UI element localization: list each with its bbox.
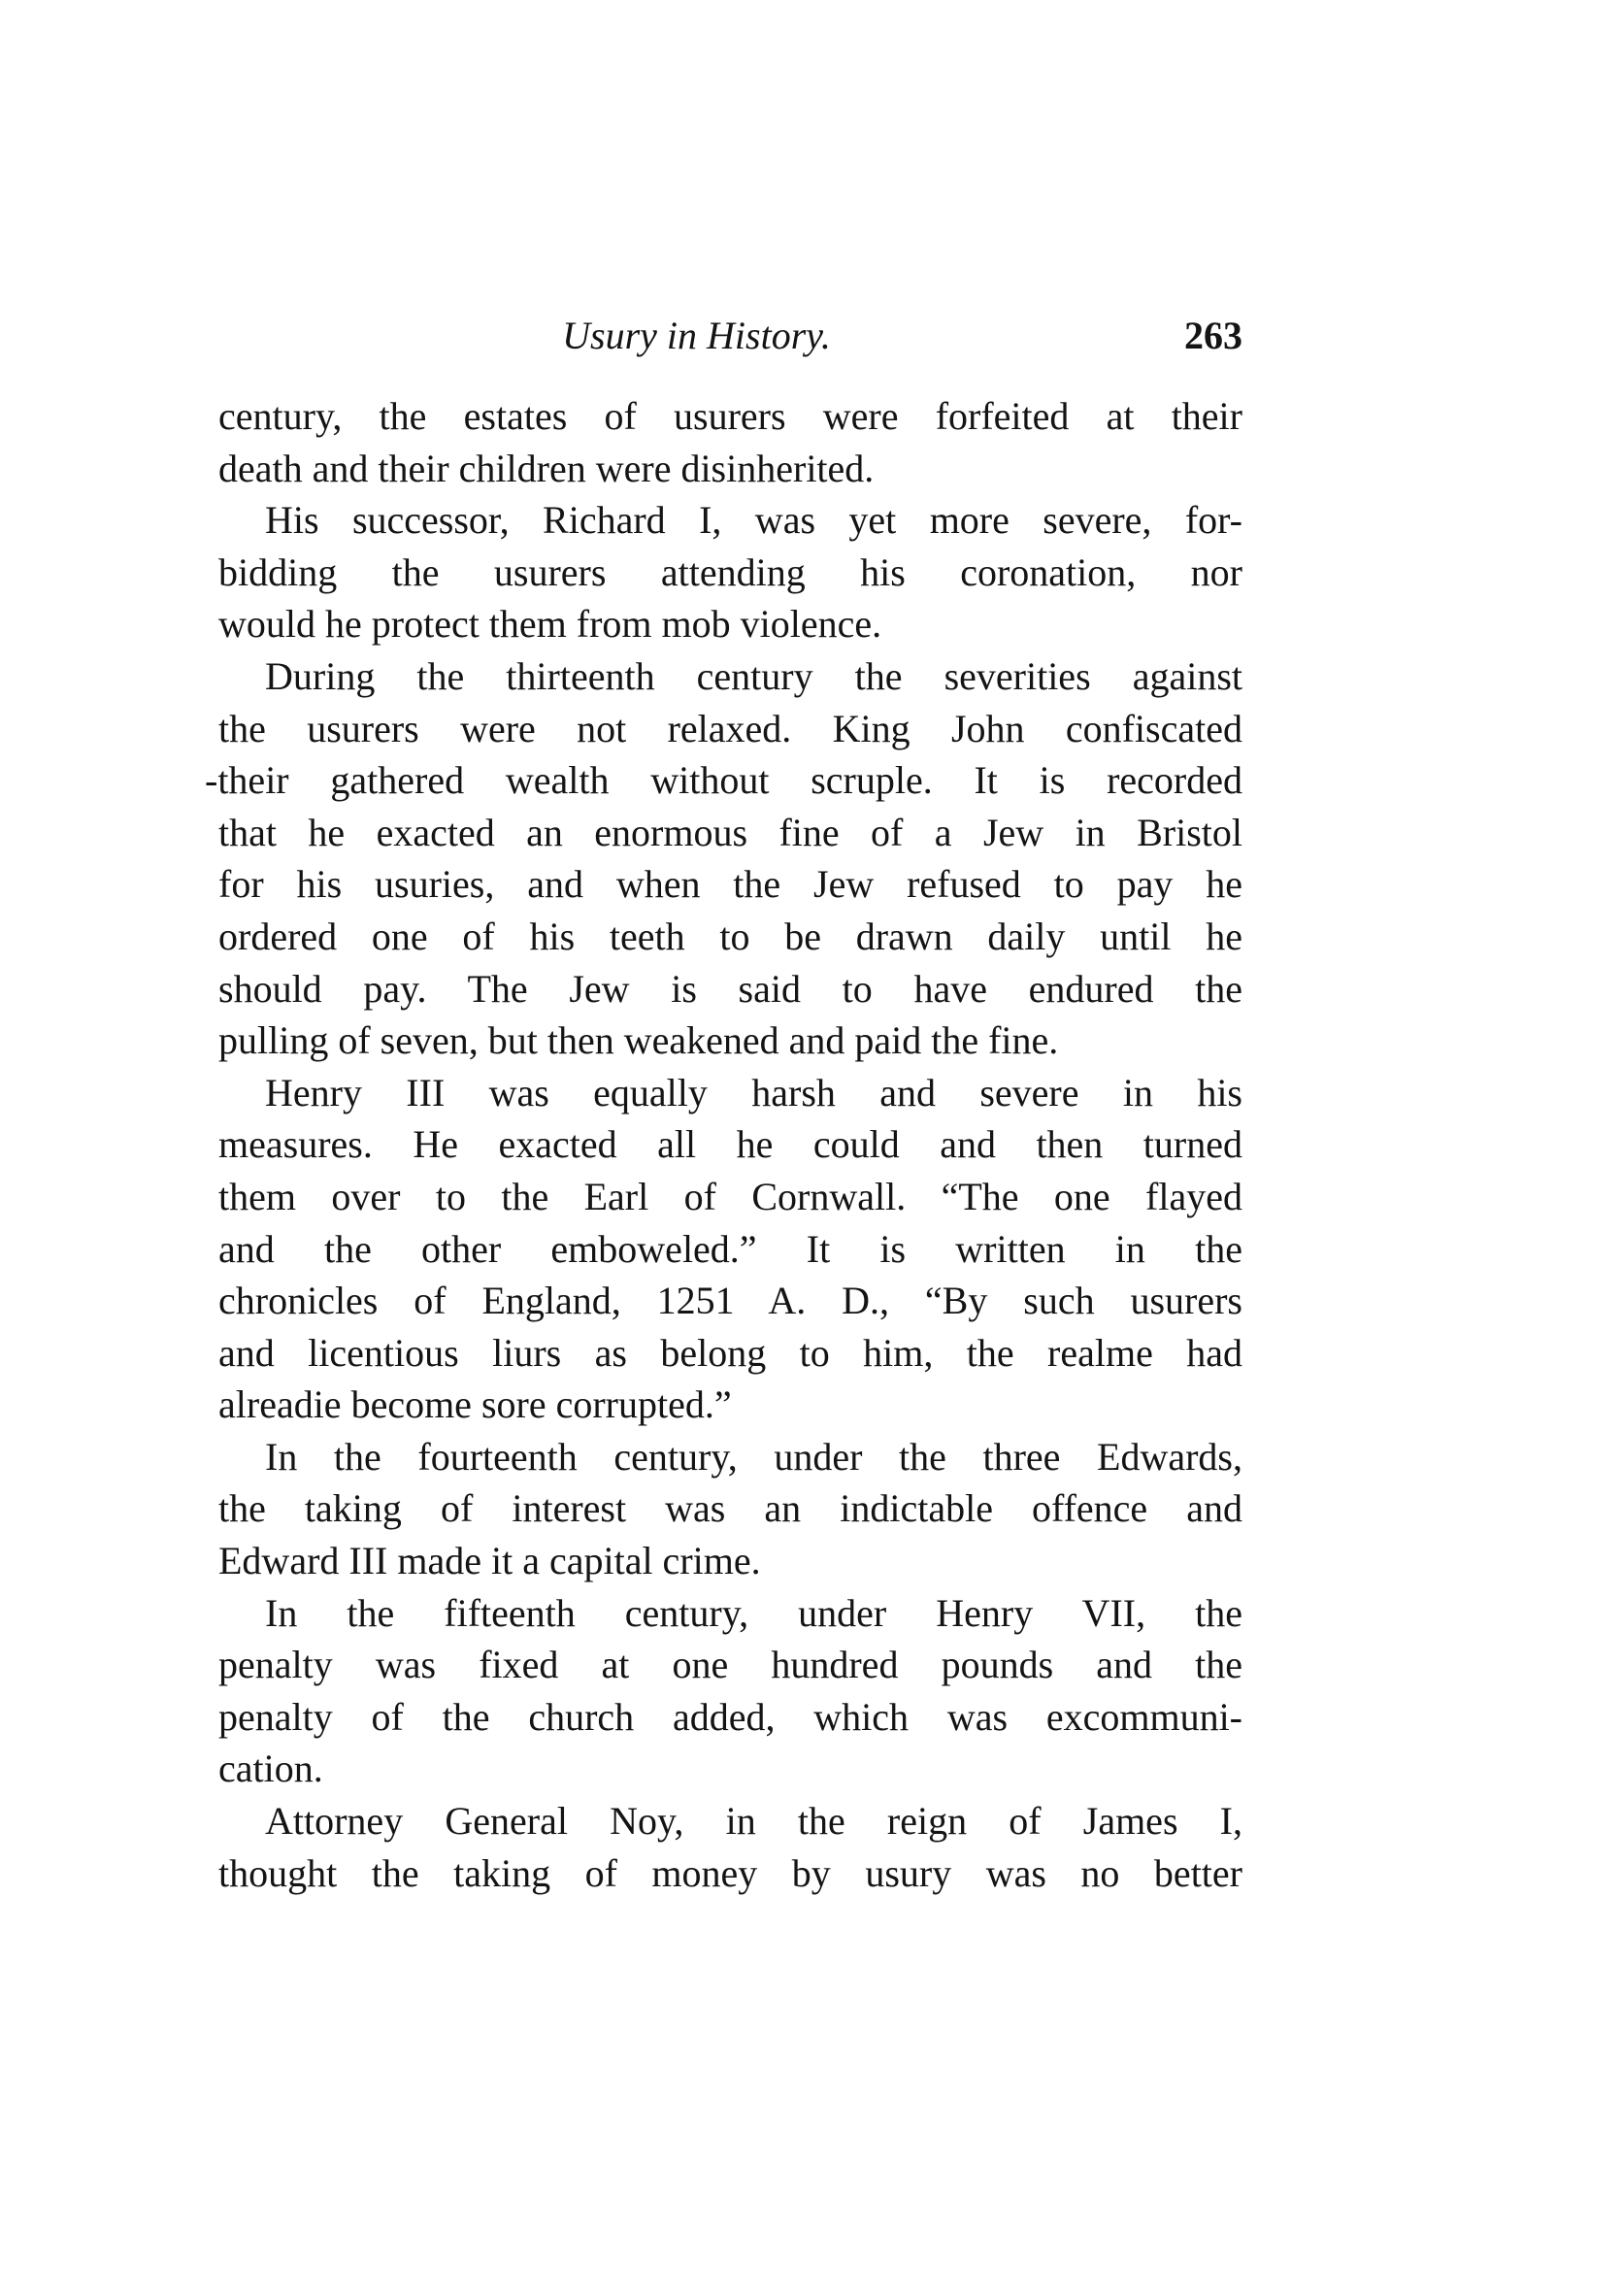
text-line: chronicles of England, 1251 A. D., “By such usurers bbox=[218, 1279, 1242, 1323]
text-line: Henry III was equally harsh and severe in his bbox=[265, 1070, 1242, 1115]
text-line: penalty of the church added, which was excommuni- bbox=[218, 1694, 1242, 1739]
text-line: alreadie become sore corrupted.” bbox=[218, 1382, 732, 1427]
text-line: bidding the usurers attending his coronation, nor bbox=[218, 549, 1242, 594]
text-line: -their gathered wealth without scruple. It is recorded bbox=[205, 758, 1242, 803]
text-line: Edward III made it a capital crime. bbox=[218, 1539, 761, 1583]
running-head bbox=[218, 309, 1242, 363]
text-line: cation. bbox=[218, 1747, 323, 1791]
text-line: pulling of seven, but then weakened and paid the fine. bbox=[218, 1018, 1059, 1063]
body-text bbox=[205, 390, 1242, 1899]
paragraph-3 bbox=[205, 650, 1242, 1067]
text-line: ordered one of his teeth to be drawn daily until he bbox=[218, 914, 1242, 958]
text-line: In the fourteenth century, under the three Edwards, bbox=[265, 1434, 1242, 1479]
text-line: should pay. The Jew is said to have endured the bbox=[218, 966, 1242, 1011]
text-line: that he exacted an enormous fine of a Jew in Bristol bbox=[218, 810, 1242, 854]
text-line: and licentious liurs as belong to him, the realme had bbox=[218, 1330, 1242, 1375]
paragraph-5 bbox=[218, 1431, 1242, 1587]
text-line: penalty was fixed at one hundred pounds and the bbox=[218, 1643, 1242, 1687]
text-line: In the fifteenth century, under Henry VII, the bbox=[265, 1590, 1242, 1635]
text-line: them over to the Earl of Cornwall. “The one flayed bbox=[218, 1174, 1242, 1218]
paragraph-4 bbox=[218, 1067, 1242, 1431]
running-title: Usury in History. bbox=[562, 314, 831, 357]
text-line: During the thirteenth century the severities against bbox=[265, 653, 1242, 698]
text-line: measures. He exacted all he could and then turned bbox=[218, 1122, 1242, 1167]
paragraph-1 bbox=[218, 390, 1242, 494]
paragraph-2 bbox=[218, 494, 1242, 650]
text-line: century, the estates of usurers were forfeited at their bbox=[218, 394, 1242, 438]
text-line: would he protect them from mob violence. bbox=[218, 602, 882, 647]
page-number: 263 bbox=[1184, 314, 1242, 357]
text-line: Attorney General Noy, in the reign of James I, bbox=[265, 1799, 1242, 1844]
text-line: the usurers were not relaxed. King John confiscated bbox=[218, 706, 1242, 750]
text-line: and the other emboweled.” It is written in the bbox=[218, 1226, 1242, 1271]
text-line: the taking of interest was an indictable offence and bbox=[218, 1486, 1242, 1531]
text-line: thought the taking of money by usury was no better bbox=[218, 1850, 1242, 1895]
paragraph-6 bbox=[218, 1587, 1242, 1795]
text-line: death and their children were disinherited. bbox=[218, 446, 875, 490]
text-line: for his usuries, and when the Jew refused to pay he bbox=[218, 862, 1242, 907]
text-line: His successor, Richard I, was yet more severe, for- bbox=[265, 498, 1242, 543]
paragraph-7 bbox=[218, 1795, 1242, 1899]
